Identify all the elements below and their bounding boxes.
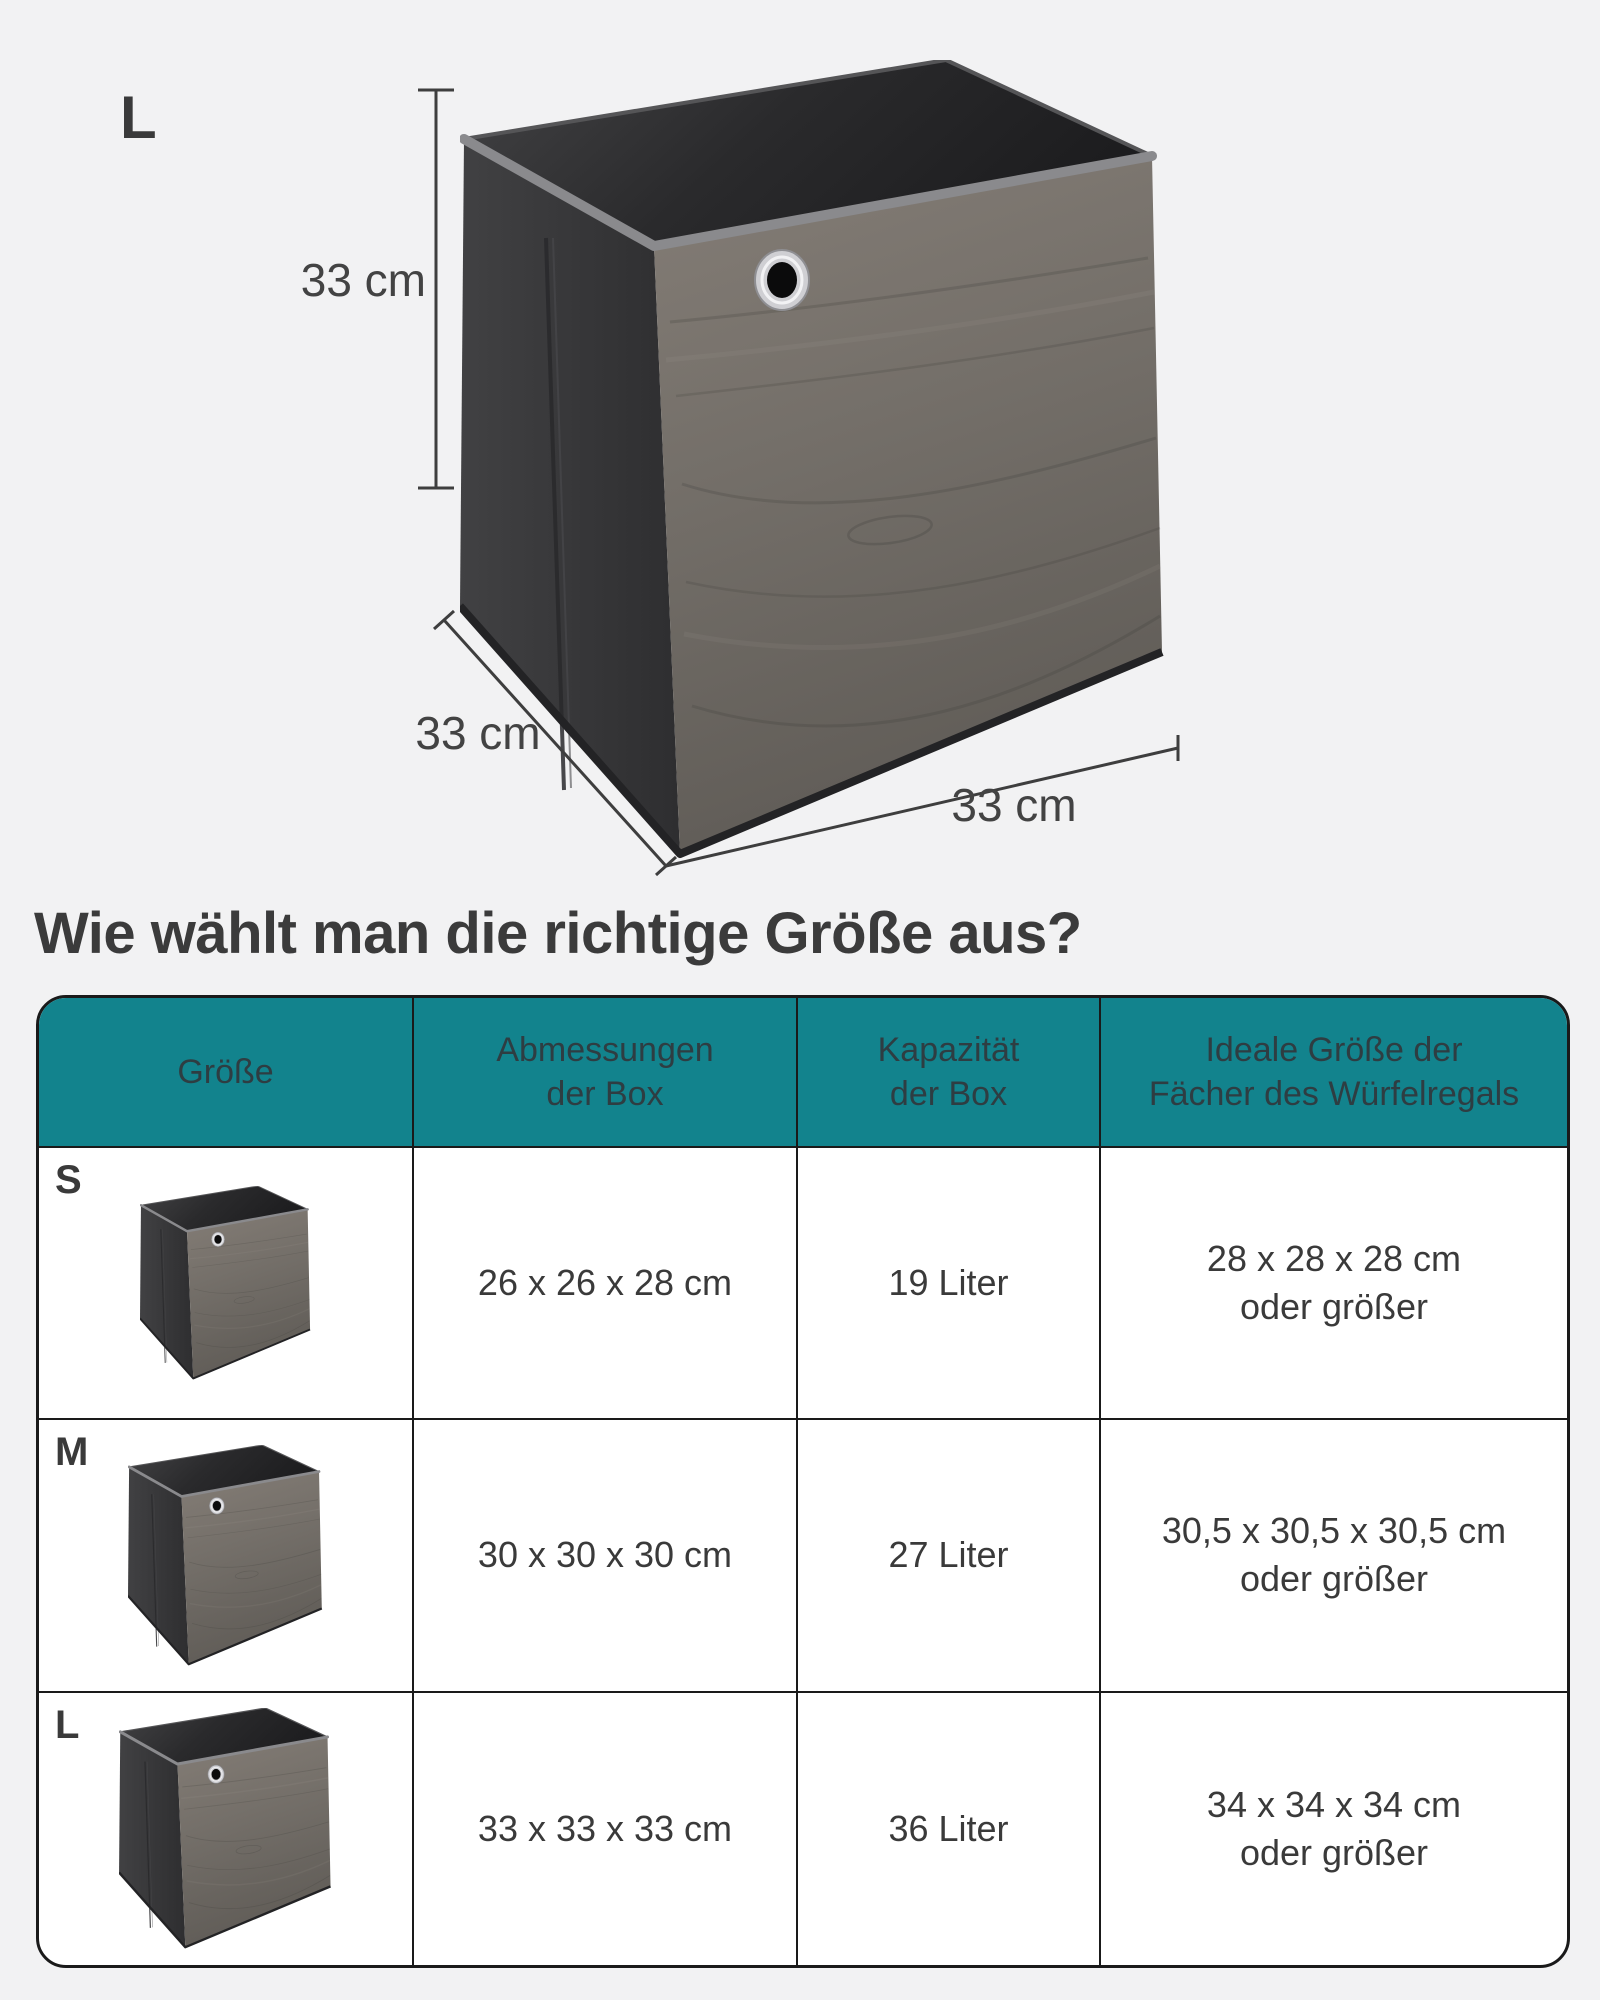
storage-cube-thumbnail-m bbox=[128, 1445, 324, 1666]
product-box-diagram bbox=[0, 0, 1600, 880]
header-cell-kapazitaet bbox=[798, 998, 1101, 1148]
size-letter-m: M bbox=[55, 1430, 89, 1475]
storage-cube-image bbox=[460, 60, 1162, 854]
storage-cube-thumbnail-l bbox=[119, 1708, 333, 1949]
table-row-m-capacity-cell bbox=[798, 1420, 1101, 1692]
table-row-m-size-cell bbox=[39, 1420, 414, 1692]
ideal-size-line: 28 x 28 x 28 cm bbox=[1206, 1238, 1462, 1280]
size-letter-l: L bbox=[55, 1702, 80, 1747]
storage-cube-thumbnail-s bbox=[140, 1186, 312, 1380]
size-letter-s: S bbox=[55, 1158, 82, 1202]
header-cell-groesse bbox=[39, 998, 414, 1148]
header-line: Größe bbox=[177, 1053, 274, 1091]
height-dimension-label: 33 cm bbox=[300, 254, 426, 306]
width-dimension-label: 33 cm bbox=[951, 779, 1077, 831]
ideal-size-line: 34 x 34 x 34 cm bbox=[1206, 1783, 1462, 1825]
box-dimensions: 26 x 26 x 28 cm bbox=[477, 1262, 733, 1304]
header-line: der Box bbox=[889, 1075, 1008, 1113]
ideal-size-line: oder größer bbox=[1239, 1558, 1429, 1600]
table-row-s-dimensions-cell bbox=[414, 1148, 798, 1420]
table-row-l-capacity-cell bbox=[798, 1693, 1101, 1965]
table-row-s-ideal-cell bbox=[1101, 1148, 1567, 1420]
header-line: Abmessungen bbox=[496, 1031, 714, 1069]
header-line: Ideale Größe der bbox=[1205, 1031, 1463, 1069]
table-row-l-size-cell bbox=[39, 1693, 414, 1965]
header-line: der Box bbox=[546, 1075, 664, 1113]
table-row-s-capacity-cell bbox=[798, 1148, 1101, 1420]
header-line: Kapazität bbox=[877, 1031, 1020, 1069]
table-row-s-size-cell bbox=[39, 1148, 414, 1420]
hero-size-label: L bbox=[120, 84, 157, 151]
table-row-m-dimensions-cell bbox=[414, 1420, 798, 1692]
header-cell-ideale-groesse bbox=[1101, 998, 1567, 1148]
box-capacity: 19 Liter bbox=[888, 1262, 1009, 1304]
table-row-l-ideal-cell bbox=[1101, 1693, 1567, 1965]
ideal-size-line: 30,5 x 30,5 x 30,5 cm bbox=[1161, 1510, 1507, 1552]
table-row-m-ideal-cell bbox=[1101, 1420, 1567, 1692]
box-dimensions: 33 x 33 x 33 cm bbox=[477, 1807, 733, 1849]
ideal-size-line: oder größer bbox=[1239, 1286, 1429, 1328]
box-capacity: 36 Liter bbox=[888, 1807, 1009, 1849]
header-cell-abmessungen bbox=[414, 998, 798, 1148]
box-capacity: 27 Liter bbox=[888, 1534, 1009, 1576]
depth-dimension-label: 33 cm bbox=[415, 707, 541, 759]
table-row-l-dimensions-cell bbox=[414, 1693, 798, 1965]
header-line: Fächer des Würfelregals bbox=[1148, 1075, 1520, 1113]
section-heading: Wie wählt man die richtige Größe aus? bbox=[34, 901, 1082, 966]
box-dimensions: 30 x 30 x 30 cm bbox=[477, 1534, 733, 1576]
size-comparison-table bbox=[36, 995, 1570, 1968]
ideal-size-line: oder größer bbox=[1239, 1831, 1429, 1873]
